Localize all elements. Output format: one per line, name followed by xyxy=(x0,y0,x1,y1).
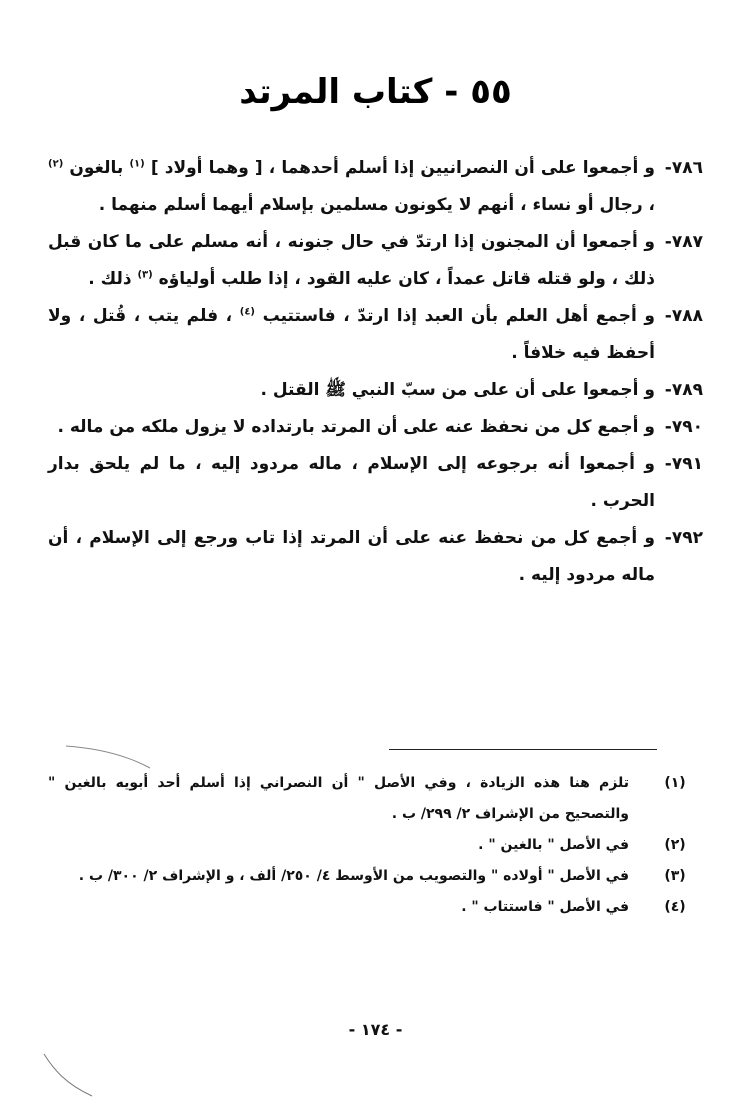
entry-text: و أجمع كل من نحفظ عنه على أن المرتد إذا تاب ورجع إلى الإسلام ، أن ماله مردود إليه . xyxy=(48,528,655,585)
entry-text xyxy=(48,150,655,224)
entry-788 xyxy=(48,298,703,372)
footnote-ref: (١) xyxy=(129,158,145,170)
footnote-number: (١) xyxy=(664,775,686,791)
entry-text-part: و أجمعوا على أن النصرانيين إذا أسلم أحدهما ، [ وهما أولاد ] xyxy=(144,158,655,178)
entry-789 xyxy=(48,372,703,409)
entries-list xyxy=(48,150,703,594)
entry-text-part: ، رجال أو نساء ، أنهم لا يكونون مسلمين بإسلام أيهما أسلم منهما . xyxy=(98,195,655,215)
footnote-text: في الأصل " أولاده " والتصويب من الأوسط ٤/ ٢٥٠/ ألف ، و الإشراف ٢/ ٣٠٠/ ب . xyxy=(78,868,629,884)
entry-text-part: و أجمع أهل العلم بأن العبد إذا ارتدّ ، فاستتيب xyxy=(255,306,656,326)
entry-number: ٧٩٢- xyxy=(664,528,703,548)
chapter-title: ٥٥ - كتاب المرتد xyxy=(239,72,512,112)
footnote-number: (٤) xyxy=(664,899,686,915)
entry-text-part: ، فلم يتب ، قُتل ، ولا أحفظ فيه خلافاً . xyxy=(48,306,655,363)
entry-791 xyxy=(48,446,703,520)
footnote-4 xyxy=(48,892,703,923)
footnote-ref: (٤) xyxy=(239,306,255,318)
entry-text: و أجمع كل من نحفظ عنه على أن المرتد بارتداده لا يزول ملكه من ماله . xyxy=(57,417,655,437)
entry-number: ٧٨٩- xyxy=(664,380,703,400)
footnote-3 xyxy=(48,861,703,892)
footnote-divider xyxy=(389,749,657,750)
footnote-ref: (٢) xyxy=(48,158,64,170)
footnote-2 xyxy=(48,830,703,861)
entry-text: و أجمعوا على أن على من سبّ النبي ﷺ القتل . xyxy=(260,380,655,400)
footnotes-list xyxy=(48,768,703,923)
entry-number: ٧٨٦- xyxy=(664,158,703,178)
entry-786 xyxy=(48,150,703,224)
entry-792 xyxy=(48,520,703,594)
entry-790 xyxy=(48,409,703,446)
entry-text-part: و أجمعوا أن المجنون إذا ارتدّ في حال جنونه ، أنه مسلم على ما كان قبل ذلك ، ولو قتله قاتل عمداً ، كان عليه القود ، إذا طلب أولياؤه xyxy=(48,232,655,289)
footnote-ref: (٣) xyxy=(137,269,153,281)
footnote-1 xyxy=(48,768,703,830)
entry-number: ٧٨٧- xyxy=(664,232,703,252)
entry-text xyxy=(48,224,655,298)
footnote-text: في الأصل " فاستتاب " . xyxy=(461,899,629,915)
scan-corner-mark xyxy=(40,1050,100,1100)
footnote-number: (٢) xyxy=(664,837,686,853)
footnote-text: تلزم هنا هذه الزيادة ، وفي الأصل " أن النصراني إذا أسلم أحد أبويه بالغين " والتصحيح من الإشراف ٢/ ٢٩٩/ ب . xyxy=(48,775,629,822)
entry-number: ٧٩٠- xyxy=(664,417,703,437)
entry-787 xyxy=(48,224,703,298)
entry-text-part: ذلك . xyxy=(88,269,138,289)
footnote-number: (٣) xyxy=(664,868,686,884)
entry-text: و أجمعوا أنه برجوعه إلى الإسلام ، ماله مردود إليه ، ما لم يلحق بدار الحرب . xyxy=(48,454,655,511)
entry-number: ٧٨٨- xyxy=(664,306,703,326)
footnote-text: في الأصل " بالغين " . xyxy=(478,837,629,853)
entry-number: ٧٩١- xyxy=(664,454,703,474)
entry-text xyxy=(48,298,655,372)
page-number: - ١٧٤ - xyxy=(348,1020,403,1039)
entry-text-part: بالغون xyxy=(63,158,130,178)
